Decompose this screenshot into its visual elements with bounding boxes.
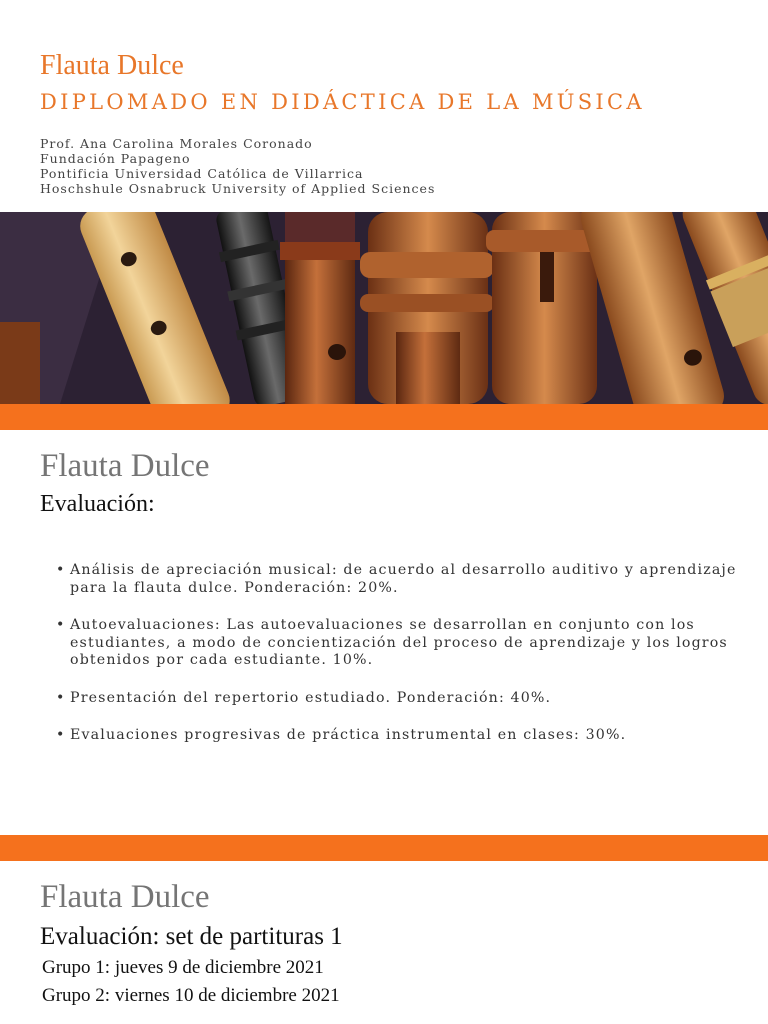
list-item: • Análisis de apreciación musical: de acuerdo al desarrollo auditivo y aprendizaje para la flauta dulce. Ponderación: 20%. [56,562,746,597]
list-item: • Evaluaciones progresivas de práctica instrumental en clases: 30%. [56,727,746,745]
evaluation-slide [0,430,768,835]
credit-line: Hoschshule Osnabruck University of Applied Sciences [40,181,436,196]
slide-subtitle: DIPLOMADO EN DIDÁCTICA DE LA MÚSICA [40,90,645,114]
group-schedule: Grupo 1: jueves 9 de diciembre 2021 [42,957,324,978]
slide-title: Flauta Dulce [40,879,210,915]
evaluation-list [56,562,746,765]
slide-title: Flauta Dulce [40,448,210,484]
group-schedule: Grupo 2: viernes 10 de diciembre 2021 [42,985,340,1006]
credit-line: Fundación Papageno [40,151,191,166]
orange-divider-bar [0,404,768,430]
list-item: • Autoevaluaciones: Las autoevaluaciones se desarrollan en conjunto con los estudiantes, a modo de concientización del proceso de aprendizaje y los logros obtenidos por cada estudiante. 10%. [56,617,746,670]
list-item: • Presentación del repertorio estudiado. Ponderación: 40%. [56,690,746,708]
credits-block [40,136,435,196]
recorders-illustration [0,212,768,404]
slide-heading: Evaluación: set de partituras 1 [40,923,343,950]
partituras-slide [0,835,768,1024]
credit-line: Prof. Ana Carolina Morales Coronado [40,136,313,151]
credit-line: Pontificia Universidad Católica de Villarrica [40,166,364,181]
recorders-photo [0,212,768,404]
slide-heading: Evaluación: [40,491,155,517]
orange-divider-bar [0,835,768,861]
title-slide [0,0,768,430]
slide-title: Flauta Dulce [40,50,184,81]
